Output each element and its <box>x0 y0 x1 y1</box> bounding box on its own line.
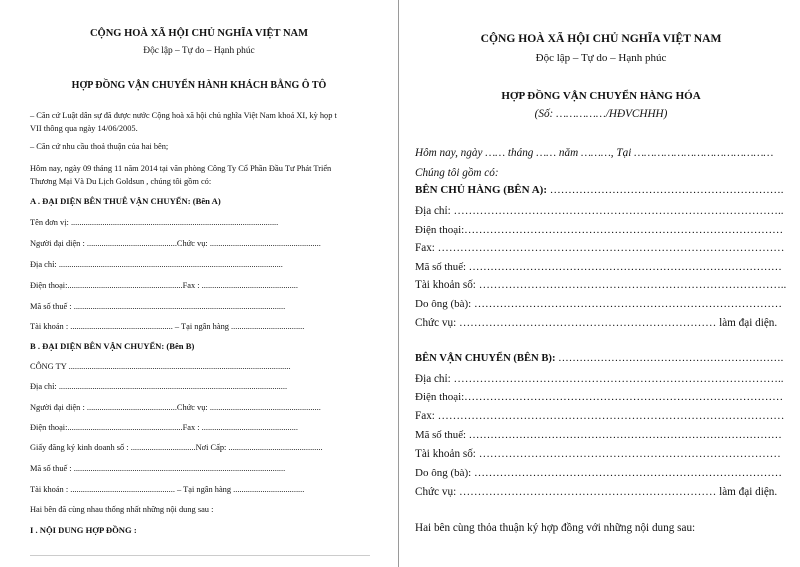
intro-line: Hôm nay, ngày 09 tháng 11 năm 2014 tại văn phòng Công Ty Cổ Phần Đầu Tư Phát Triển <box>30 164 332 173</box>
contract-number: (Số: ……………/HĐVCHHH) <box>534 108 668 120</box>
party-a-name-dots: ………………………………………………………. <box>547 184 784 196</box>
form-field-line: Mã số thuế : ..................................................................................................... <box>30 302 286 311</box>
form-field-line: Fax: ………………………………………………………………………………… <box>415 242 785 254</box>
motto: Độc lập – Tự do – Hạnh phúc <box>143 46 255 56</box>
form-field-line: Chức vụ: …………………………………………………………… làm đại diện. <box>415 486 778 498</box>
form-field-line: Điện thoại:.......................................................Fax : .............................................. <box>30 423 298 432</box>
form-field-line: Do ông (bà): ………………………………………………………………………… <box>415 298 782 310</box>
form-field-line: Tài khoản : .................................................. – Tại ngân hàng .................................. <box>30 485 305 494</box>
form-field-line: Tài khoản số: ……………………………………………………………………….. <box>415 279 787 291</box>
party-b-name-dots: ………………………………………………………. <box>555 353 784 364</box>
form-field-line: Do ông (bà): ………………………………………………………………………… <box>415 467 782 479</box>
form-field-line: Chức vụ: …………………………………………………………… làm đại diện. <box>415 317 778 329</box>
form-field-line: Người đại diện : ...........................................Chức vụ: ..................................................... <box>30 403 321 412</box>
parties-intro: Chúng tôi gồm có: <box>415 167 499 179</box>
contract-title: HỢP ĐỒNG VẬN CHUYỂN HÀNH KHÁCH BẰNG Ô TÔ <box>71 80 327 91</box>
agreement-line: Hai bên đã cùng nhau thống nhất những nội dung sau : <box>30 505 214 514</box>
form-field-line: Người đại diện : ...........................................Chức vụ: ..................................................... <box>30 239 321 248</box>
party-b-heading <box>415 353 783 364</box>
legal-basis-line: – Căn cứ nhu cầu thoả thuận của hai bên; <box>30 142 169 151</box>
motto: Độc lập – Tự do – Hạnh phúc <box>535 52 667 64</box>
form-field-line: Địa chỉ: …………………………………………………………………………….. <box>415 373 784 385</box>
form-field-line: Mã số thuế: …………………………………………………………………………… <box>415 429 782 441</box>
form-field-line: Địa chỉ: ............................................................................................................. <box>30 382 288 391</box>
national-title: CỘNG HOÀ XÃ HỘI CHỦ NGHĨA VIỆT NAM <box>480 32 722 45</box>
section-1-heading: I . NỘI DUNG HỢP ĐỒNG : <box>30 525 137 535</box>
form-field-line: Mã số thuế: …………………………………………………………………………… <box>415 261 782 273</box>
party-a-label: BÊN CHỦ HÀNG (BÊN A): <box>415 184 548 196</box>
form-field-line: CÔNG TY .......................................................................................................... <box>30 362 291 371</box>
agreement-line: Hai bên cùng thỏa thuận ký hợp đồng với những nội dung sau: <box>415 522 696 534</box>
legal-basis-line: – Căn cứ Luật dân sự đã được nước Cộng hoà xã hội chủ nghĩa Việt Nam khoá XI, kỳ họp t <box>30 111 337 120</box>
form-field-line: Tên đơn vị: ................................................................................................... <box>30 218 279 227</box>
party-a-heading <box>415 184 784 196</box>
form-field-line: Địa chỉ: …………………………………………………………………………….. <box>415 205 784 217</box>
form-field-line: Giấy đăng ký kinh doanh số : ...............................Nơi Cấp: ............................................. <box>30 443 323 452</box>
form-field-line: Điện thoại:…………………………………………………………………………… <box>415 391 784 403</box>
form-field-line: Địa chỉ: ........................................................................................................... <box>30 260 283 269</box>
form-field-line: Mã số thuế : ..................................................................................................... <box>30 464 286 473</box>
intro-line: Thương Mại Và Du Lịch Goldsun , chúng tôi gồm có: <box>30 177 212 186</box>
left-document-page <box>0 0 398 567</box>
legal-basis-line: VII thông qua ngày 14/06/2005. <box>30 124 138 133</box>
contract-title: HỢP ĐỒNG VẬN CHUYỂN HÀNG HÓA <box>501 90 701 102</box>
faded-text-row <box>30 555 370 556</box>
national-title: CỘNG HOÀ XÃ HỘI CHỦ NGHĨA VIỆT NAM <box>89 28 309 39</box>
form-field-line: Fax: ………………………………………………………………………………… <box>415 410 785 422</box>
form-field-line: Điện thoại:…………………………………………………………………………… <box>415 224 784 236</box>
section-a-heading: A . ĐẠI DIỆN BÊN THUÊ VẬN CHUYỂN: (Bên A) <box>30 196 221 206</box>
party-b-label: BÊN VẬN CHUYỂN (BÊN B): <box>415 353 556 364</box>
date-place-line: Hôm nay, ngày …… tháng …… năm ………, Tại …………………………………… <box>415 147 774 159</box>
right-document-page <box>402 0 800 567</box>
form-field-line: Điện thoại:.......................................................Fax : .............................................. <box>30 281 298 290</box>
form-field-line: Tài khoản số: ……………………………………………………………………… <box>415 448 781 460</box>
section-b-heading: B . ĐẠI DIỆN BÊN VẬN CHUYỂN: (Bên B) <box>30 341 195 351</box>
form-field-line: Tài khoản : ................................................. – Tại ngân hàng ................................... <box>30 322 305 331</box>
